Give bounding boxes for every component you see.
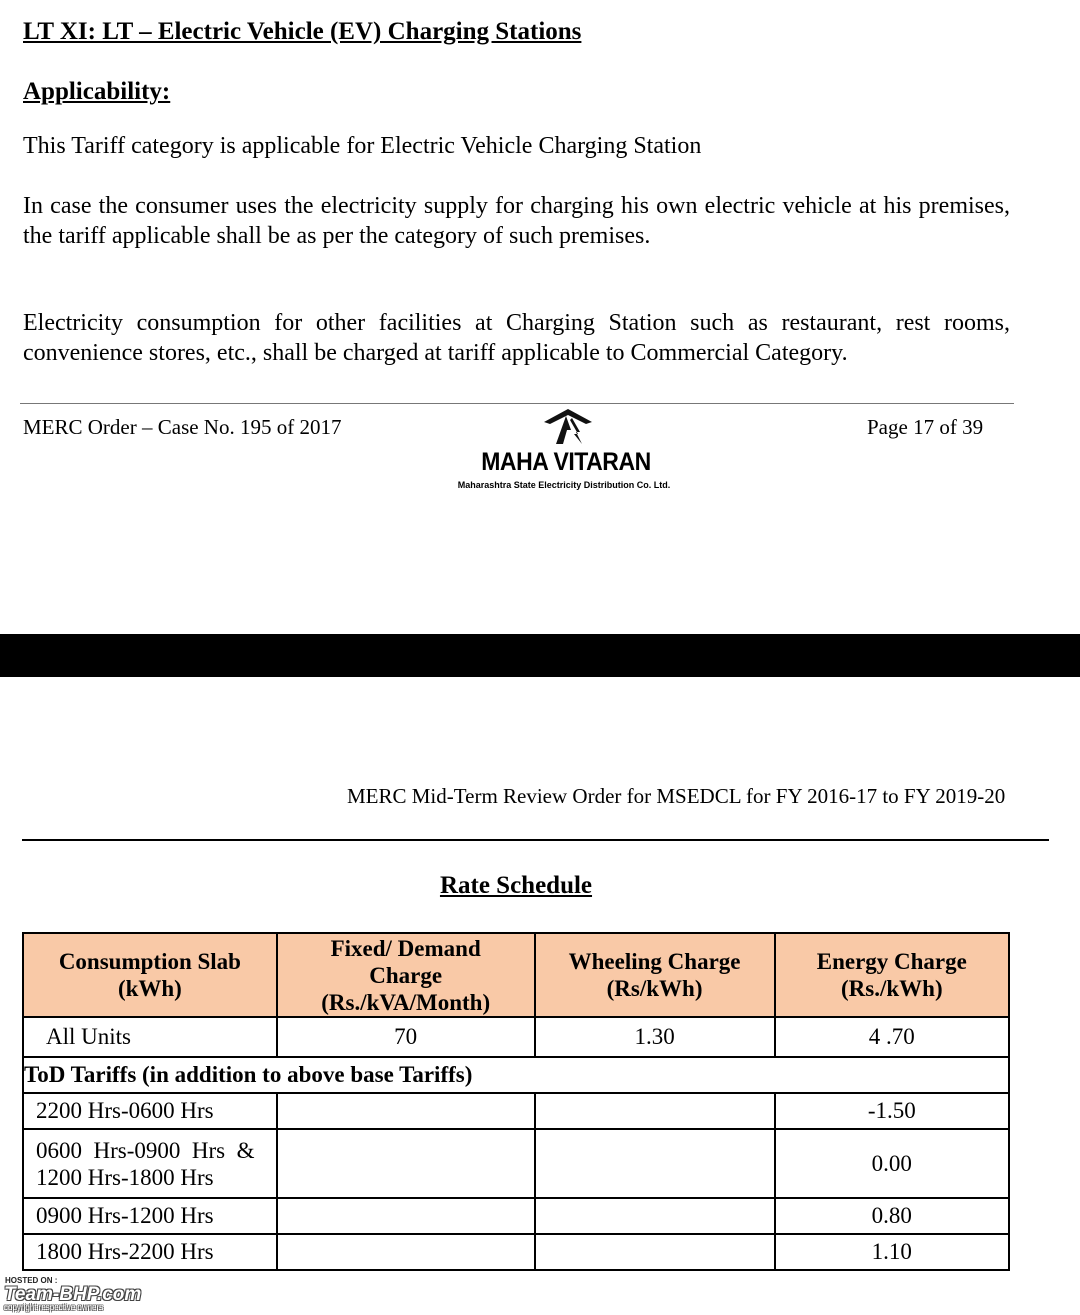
cell-empty: [535, 1129, 775, 1198]
cell-energy-charge: 0.00: [775, 1129, 1009, 1198]
page-header: MERC Mid-Term Review Order for MSEDCL for FY 2016-17 to FY 2019-20: [347, 784, 1006, 808]
cell-empty: [277, 1234, 535, 1270]
logo-name: MAHA VITARAN: [481, 448, 651, 476]
cell-slab: 0900 Hrs-1200 Hrs: [23, 1198, 277, 1234]
page-separator-bar: [0, 634, 1080, 677]
table-row: [23, 1198, 1009, 1234]
cell-slab-line2: 1200 Hrs-1800 Hrs: [36, 1164, 214, 1190]
column-header-wheeling-charge: Wheeling Charge (Rs/kWh): [535, 933, 775, 1017]
paragraph-2: In case the consumer uses the electricity supply for charging his own electric vehicle at his premises, the tariff applicable shall be as per the category of such premises.: [23, 193, 1010, 249]
cell-slab-line1: 0600 Hrs-0900 Hrs &: [36, 1137, 255, 1163]
footer-divider: [20, 403, 1014, 404]
cell-slab: [23, 1129, 277, 1198]
column-header-energy-charge: Energy Charge (Rs./kWh): [775, 933, 1009, 1017]
column-header-fixed-charge: Fixed/ Demand Charge (Rs./kVA/Month): [277, 933, 535, 1017]
footer-order-case: MERC Order – Case No. 195 of 2017: [23, 415, 342, 439]
cell-energy-charge: 4 .70: [775, 1017, 1009, 1057]
watermark-hosted-on: HOSTED ON :: [5, 1276, 58, 1285]
cell-empty: [277, 1198, 535, 1234]
table-row: [23, 1017, 1009, 1057]
cell-empty: [277, 1093, 535, 1129]
cell-energy-charge: 1.10: [775, 1234, 1009, 1270]
cell-empty: [535, 1198, 775, 1234]
cell-energy-charge: 0.80: [775, 1198, 1009, 1234]
paragraph-3: Electricity consumption for other facilities at Charging Station such as restaurant, rest rooms, convenience stores, etc., shall be charged at tariff applicable to Commercial Category.: [23, 310, 1010, 366]
rate-schedule-table: [22, 932, 1010, 1271]
tod-heading: ToD Tariffs (in addition to above base Tariffs): [23, 1057, 1009, 1093]
cell-wheeling-charge: 1.30: [535, 1017, 775, 1057]
table-row: [23, 1234, 1009, 1270]
cell-empty: [535, 1234, 775, 1270]
watermark-copyright: copyright respective owners: [4, 1303, 104, 1312]
cell-fixed-charge: 70: [277, 1017, 535, 1057]
applicability-heading: Applicability:: [23, 78, 171, 105]
cell-slab: 1800 Hrs-2200 Hrs: [23, 1234, 277, 1270]
header-divider: [22, 839, 1049, 841]
table-header-row: [23, 933, 1009, 1017]
rate-schedule-title: Rate Schedule: [439, 872, 593, 899]
cell-slab: All Units: [23, 1017, 277, 1057]
section-title: LT XI: LT – Electric Vehicle (EV) Charging Stations: [23, 18, 582, 45]
column-header-slab: Consumption Slab (kWh): [23, 933, 277, 1017]
table-row-tod-heading: [23, 1057, 1009, 1093]
cell-slab: 2200 Hrs-0600 Hrs: [23, 1093, 277, 1129]
table-row: [23, 1093, 1009, 1129]
cell-empty: [277, 1129, 535, 1198]
watermark-site: Team-BHP.com: [4, 1284, 142, 1305]
table-row: [23, 1129, 1009, 1198]
cell-energy-charge: -1.50: [775, 1093, 1009, 1129]
mahavitaran-logo-icon: [536, 406, 600, 446]
paragraph-1: This Tariff category is applicable for Electric Vehicle Charging Station: [23, 133, 702, 159]
cell-empty: [535, 1093, 775, 1129]
footer-page-number: Page 17 of 39: [867, 415, 984, 439]
logo-subtitle: Maharashtra State Electricity Distribution Co. Ltd.: [457, 480, 671, 490]
